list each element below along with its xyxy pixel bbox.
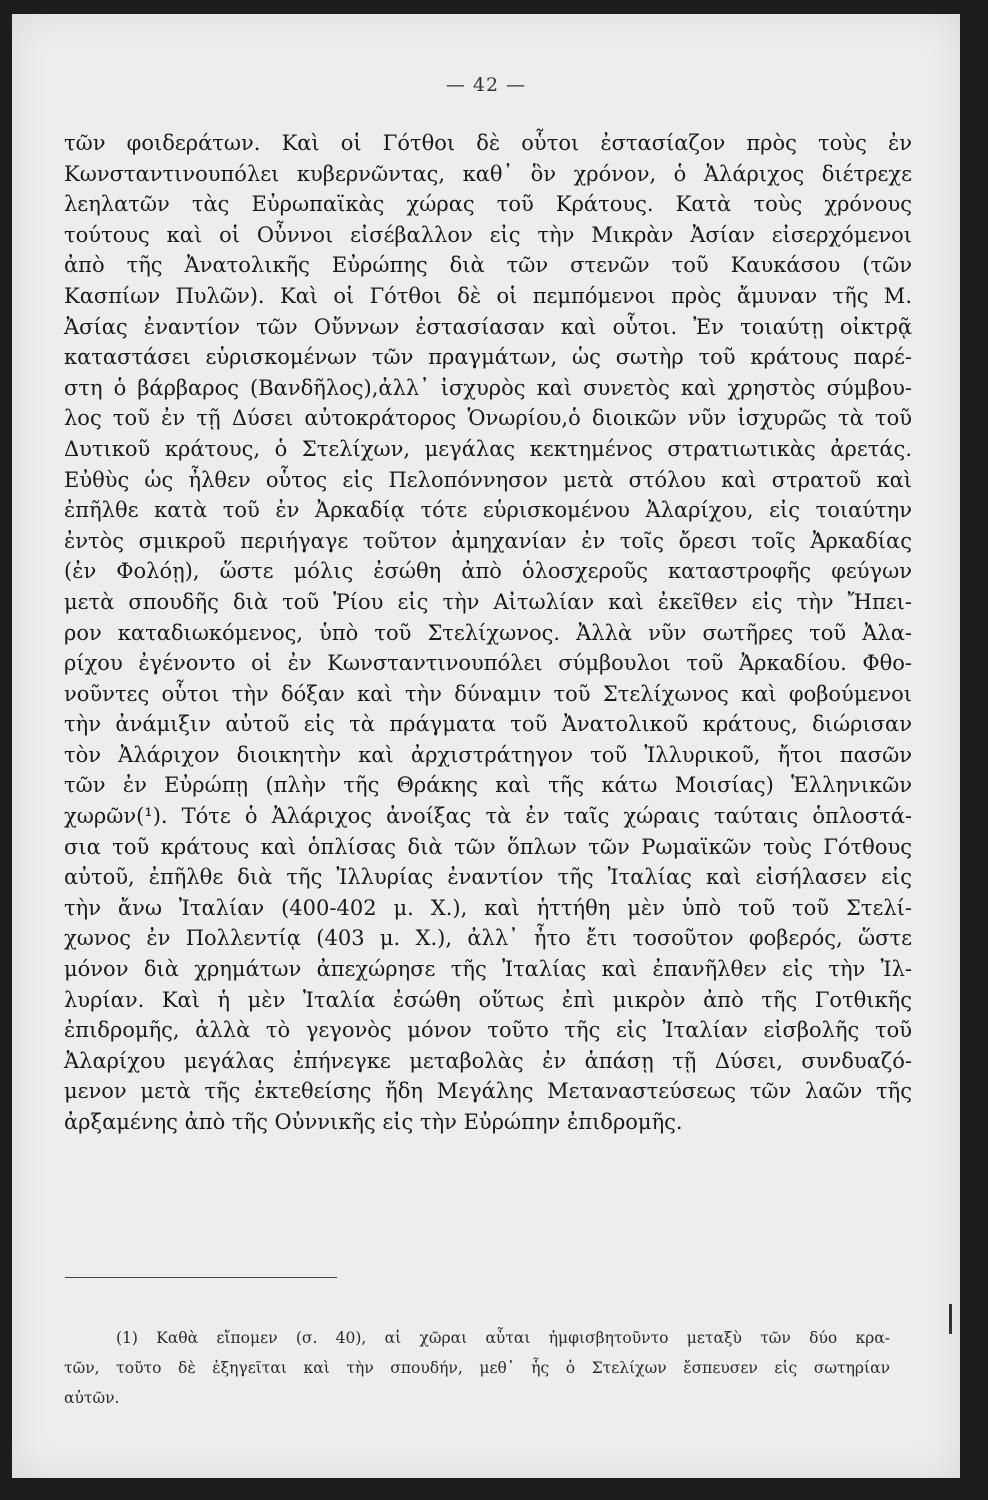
text-line: τούτους καὶ οἱ Οὖννοι εἰσέβαλλον εἰς τὴν Μικρὰν Ἀσίαν εἰσερχόμενοι (64, 222, 912, 247)
footnote (64, 1323, 890, 1413)
text-line: τὴν ἀνάμιξιν αὐτοῦ εἰς τὰ πράγματα τοῦ Ἀνατολικοῦ κράτους, διώρισαν (64, 712, 912, 737)
text-line: ρίχου ἐγένοντο οἱ ἐν Κωνσταντινουπόλει σύμβουλοι τοῦ Ἀρκαδίου. Φθο- (64, 651, 912, 676)
body-text (64, 128, 912, 1138)
text-line: χωρῶν(¹). Τότε ὁ Ἀλάριχος ἀνοίξας τὰ ἐν ταῖς χώραις ταύταις ὁπλοστά- (64, 804, 912, 829)
text-line: τὸν Ἀλάριχον διοικητὴν καὶ ἀρχιστράτηγον τοῦ Ἰλλυρικοῦ, ἤτοι πασῶν (64, 742, 912, 767)
text-line: ρον καταδιωκόμενος, ὑπὸ τοῦ Στελίχωνος. Ἀλλὰ νῦν σωτῆρες τοῦ Ἀλα- (64, 620, 912, 645)
text-line: τῶν φοιδεράτων. Καὶ οἱ Γότθοι δὲ οὗτοι ἐστασίαζον πρὸς τοὺς ἐν (64, 131, 912, 155)
footnote-divider (65, 1277, 337, 1278)
footnote-line: τῶν, τοῦτο δὲ ἐξηγεῖται καὶ τὴν σπουδήν, μεθ᾽ ἧς ὁ Στελίχων ἔσπευσεν εἰς σωτηρίαν (64, 1359, 890, 1377)
text-line: Εὐθὺς ὡς ἦλθεν οὗτος εἰς Πελοπόννησον μετὰ στόλου καὶ στρατοῦ καὶ (64, 467, 912, 492)
text-line: Δυτικοῦ κράτους, ὁ Στελίχων, μεγάλας κεκτημένος στρατιωτικὰς ἀρετάς. (64, 436, 912, 461)
text-line: (ἐν Φολόῃ), ὥστε μόλις ἐσώθη ἀπὸ ὁλοσχεροῦς καταστροφῆς φεύγων (64, 559, 912, 584)
text-line: νοῦντες οὗτοι τὴν δόξαν καὶ τὴν δύναμιν τοῦ Στελίχωνος καὶ φοβούμενοι (64, 681, 912, 706)
text-line: καταστάσει εὑρισκομένων τῶν πραγμάτων, ὡς σωτὴρ τοῦ κράτους παρέ- (64, 345, 912, 370)
text-line: ἀπὸ τῆς Ἀνατολικῆς Εὐρώπης διὰ τῶν στενῶν τοῦ Καυκάσου (τῶν (64, 253, 912, 278)
text-line: Κωνσταντινουπόλει κυβερνῶντας, καθ᾽ ὃν χρόνον, ὁ Ἀλάριχος διέτρεχε (64, 161, 912, 186)
text-line: ἐπιδρομῆς, ἀλλὰ τὸ γεγονὸς μόνον τοῦτο τῆς εἰς Ἰταλίαν εἰσβολῆς τοῦ (64, 1018, 912, 1043)
text-line: Κασπίων Πυλῶν). Καὶ οἱ Γότθοι δὲ οἱ πεμπόμενοι πρὸς ἄμυναν τῆς Μ. (64, 283, 912, 308)
text-line: ἐντὸς σμικροῦ περιήγαγε τοῦτον ἀμηχανίαν ἐν τοῖς ὄρεσι τοῖς Ἀρκαδίας (64, 528, 912, 553)
text-line: λεηλατῶν τὰς Εὐρωπαϊκὰς χώρας τοῦ Κράτους. Κατὰ τοὺς χρόνους (64, 192, 912, 217)
text-line: Ἀσίας ἐναντίον τῶν Οὔννων ἐστασίασαν καὶ οὗτοι. Ἐν τοιαύτῃ οἰκτρᾷ (64, 314, 912, 339)
text-line: χωνος ἐν Πολλεντίᾳ (403 μ. Χ.), ἀλλ᾽ ἦτο ἔτι τοσοῦτον φοβερός, ὥστε (64, 926, 912, 951)
text-line: τῶν ἐν Εὐρώπῃ (πλὴν τῆς Θράκης καὶ τῆς κάτω Μοισίας) Ἑλληνικῶν (64, 773, 912, 798)
text-line: ἀρξαμένης ἀπὸ τῆς Οὐννικῆς εἰς τὴν Εὐρώπην ἐπιδρομῆς. (64, 1110, 683, 1134)
text-line: μόνον διὰ χρημάτων ἀπεχώρησε τῆς Ἰταλίας καὶ ἐπανῆλθεν εἰς τὴν Ἰλ- (64, 957, 912, 982)
text-line: μενον μετὰ τῆς ἐκτεθείσης ἤδη Μεγάλης Μεταναστεύσεως τῶν λαῶν τῆς (64, 1079, 912, 1104)
book-page (12, 14, 960, 1478)
text-line: στη ὁ βάρβαρος (Βανδῆλος),ἀλλ᾽ ἰσχυρὸς καὶ συνετὸς καὶ χρηστὸς σύμβου- (64, 375, 912, 400)
text-line: λος τοῦ ἐν τῇ Δύσει αὐτοκράτορος Ὁνωρίου,ὁ διοικῶν νῦν ἰσχυρῶς τὰ τοῦ (64, 406, 912, 431)
footnote-line: (1) Καθὰ εἴπομεν (σ. 40), αἱ χῶραι αὗται ἠμφισβητοῦντο μεταξὺ τῶν δύο κρα- (116, 1329, 890, 1347)
footnote-line: αὐτῶν. (64, 1389, 120, 1407)
text-line: ἐπῆλθε κατὰ τοῦ ἐν Ἀρκαδίᾳ τότε εὑρισκομένου Ἀλαρίχου, εἰς τοιαύτην (64, 498, 912, 523)
page-edge-mark (949, 1304, 952, 1334)
text-line: σια τοῦ κράτους καὶ ὁπλίσας διὰ τῶν ὅπλων τῶν Ρωμαϊκῶν τοὺς Γότθους (64, 834, 912, 859)
text-line: αὐτοῦ, ἐπῆλθε διὰ τῆς Ἰλλυρίας ἐναντίον τῆς Ἰταλίας καὶ εἰσήλασεν εἰς (64, 865, 912, 890)
text-line: λυρίαν. Καὶ ἡ μὲν Ἰταλία ἐσώθη οὕτως ἐπὶ μικρὸν ἀπὸ τῆς Γοτθικῆς (64, 987, 912, 1012)
page-number: — 42 — (445, 74, 527, 96)
text-line: Ἀλαρίχου μεγάλας ἐπήνεγκε μεταβολὰς ἐν ἁπάσῃ τῇ Δύσει, συνδυαζό- (64, 1048, 912, 1073)
text-line: τὴν ἄνω Ἰταλίαν (400-402 μ. Χ.), καὶ ἡττήθη μὲν ὑπὸ τοῦ τοῦ Στελί- (64, 895, 912, 920)
text-line: μετὰ σπουδῆς διὰ τοῦ Ῥίου εἰς τὴν Αἰτωλίαν καὶ ἐκεῖθεν εἰς τὴν Ἤπει- (64, 589, 912, 614)
